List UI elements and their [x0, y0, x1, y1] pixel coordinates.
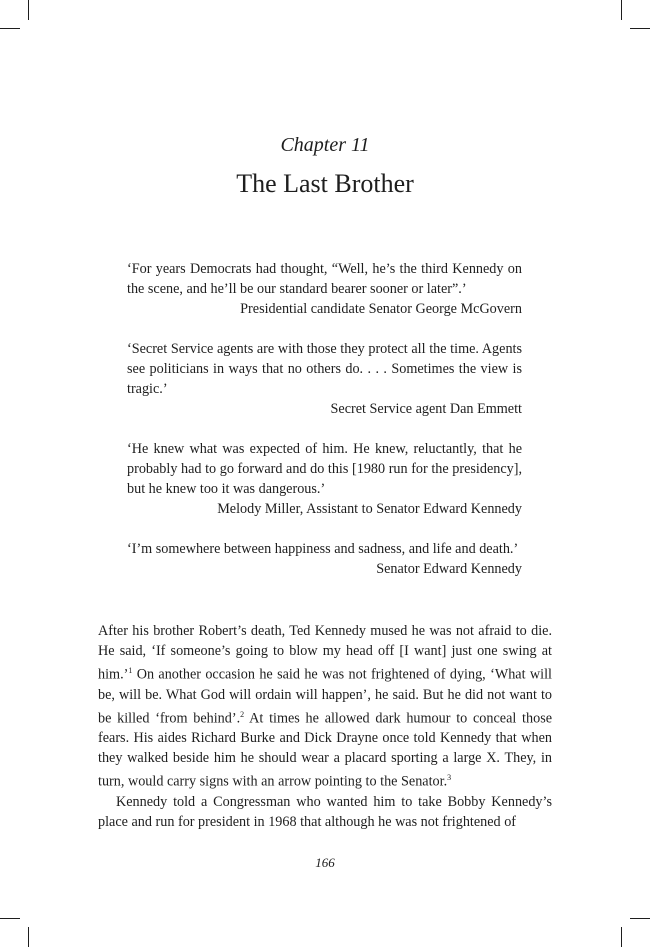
- epigraph-attribution: Senator Edward Kennedy: [376, 561, 522, 577]
- crop-mark-top-left-vertical: [28, 0, 29, 20]
- footnote-marker: 3: [447, 773, 452, 783]
- epigraph: [127, 439, 522, 519]
- body-paragraph: Kennedy told a Congressman who wanted him to take Bobby Kennedy’s place and run for president in 1968 that although he was not frightened of: [98, 794, 552, 831]
- epigraph: [127, 339, 522, 419]
- epigraph: [127, 259, 522, 319]
- footnote-marker: 1: [128, 666, 133, 675]
- epigraph-attribution: Melody Miller, Assistant to Senator Edward Kennedy: [217, 501, 522, 517]
- page-number: 166: [315, 855, 335, 870]
- footnote-marker: 2: [240, 709, 245, 719]
- crop-mark-bottom-right-vertical: [621, 927, 622, 947]
- chapter-label: Chapter 11: [280, 134, 370, 156]
- crop-mark-top-right-vertical: [621, 0, 622, 20]
- epigraph-quote: ‘Secret Service agents are with those they protect all the time. Agents see politicians in ways that no others do. . . . Sometimes the view is tragic.’: [127, 341, 522, 397]
- crop-mark-top-left-horizontal: [0, 28, 20, 29]
- crop-mark-top-right-horizontal: [630, 28, 650, 29]
- body-paragraph: [98, 621, 552, 792]
- epigraph-quote: ‘I’m somewhere between happiness and sadness, and life and death.’: [127, 541, 519, 557]
- paragraph-text: On another occasion he said he was not frightened of dying, ‘What will be, will be. What God will ordain will happen’, he said. But he did not want to be killed ‘from behind’.: [98, 666, 552, 727]
- epigraphs: [127, 259, 522, 579]
- chapter-title: The Last Brother: [236, 169, 414, 198]
- epigraph-attribution: Secret Service agent Dan Emmett: [330, 401, 522, 417]
- paragraph-text: After his brother Robert’s death, Ted Kennedy mused he was not afraid to die. He said, ‘If someone’s going to blow my head off [I want] just one swing at him.’: [98, 623, 552, 683]
- epigraph-attribution: Presidential candidate Senator George McGovern: [240, 301, 522, 317]
- crop-mark-bottom-left-vertical: [28, 927, 29, 947]
- epigraph-quote: ‘He knew what was expected of him. He knew, reluctantly, that he probably had to go forward and do this [1980 run for the presidency], but he knew too it was dangerous.’: [127, 441, 522, 497]
- epigraph-quote: ‘For years Democrats had thought, “Well, he’s the third Kennedy on the scene, and he’ll be our standard bearer sooner or later”.’: [127, 261, 522, 297]
- paragraph-text: At times he allowed dark humour to conceal those fears. His aides Richard Burke and Dick Drayne once told Kennedy that when they walked beside him he should wear a placard sporting a large X. They, in turn, would carry signs with an arrow pointing to the Senator.: [98, 710, 553, 791]
- body-text: [98, 621, 552, 832]
- crop-mark-bottom-left-horizontal: [0, 918, 20, 919]
- epigraph: [127, 539, 522, 579]
- crop-mark-bottom-right-horizontal: [630, 918, 650, 919]
